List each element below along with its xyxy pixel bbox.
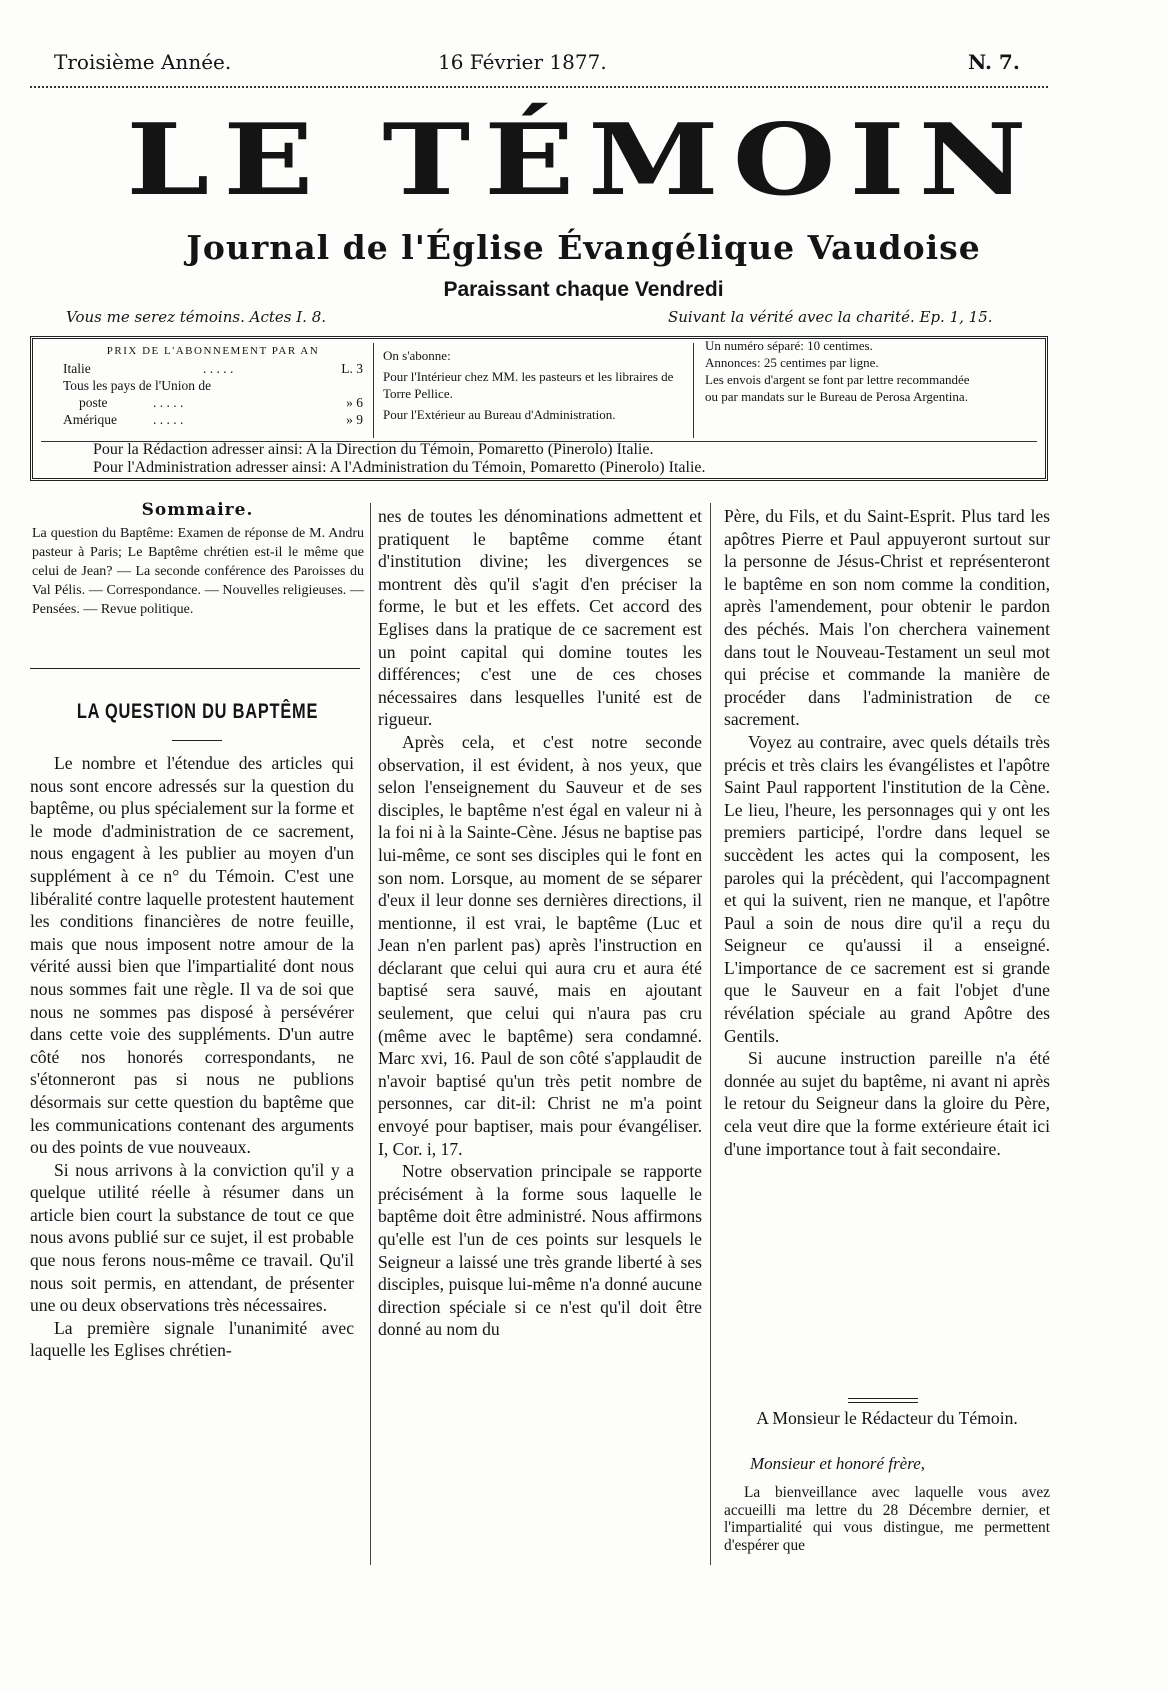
letter-heading: A Monsieur le Rédacteur du Témoin. — [756, 1408, 1018, 1428]
price-italie: L. 3 — [341, 361, 363, 376]
redaction-address: Pour la Rédaction adresser ainsi: A la Direction du Témoin, Pomaretto (Pinerolo) Italie. — [93, 441, 654, 458]
subscribe-column — [383, 347, 683, 423]
dot-leader: . . . . . — [203, 361, 234, 376]
paragraph: La première signale l'unanimité avec laquelle les Eglises chrétien- — [30, 1317, 354, 1361]
paragraph: Si aucune instruction pareille n'a été donnée au sujet du baptême, ni avant ni après le retour du Seigneur dans la gloire du Père, cela veut dire que la forme extérieure était ici d'une importance tout à fait secondaire. — [724, 1048, 1050, 1159]
single-issue-price: Un numéro séparé: 10 centimes. — [705, 338, 873, 353]
summary-title: Sommaire. — [141, 500, 254, 520]
price-union-label: Tous les pays de l'Union de — [63, 378, 212, 393]
paragraph: nes de toutes les dénominations admettent et pratiquent le baptême comme étant d'institution divine; les divergences se montrent dès qu'il s'agit d'en préciser la forme, le but et les effets. Cet accord des Eglises dans la pratique de ce sacrement est un point capital qui domine toutes les différences; c'est une de ces choses nécessaires dans lesquelles l'unité est de rigueur. — [378, 506, 702, 730]
ad-price: Annonces: 25 centimes par ligne. — [705, 355, 879, 370]
issue-date: 16 Février 1877. — [438, 50, 607, 74]
publication-frequency: Paraissant chaque Vendredi — [443, 278, 724, 301]
subscription-box — [30, 336, 1048, 481]
letter-salutation: Monsieur et honoré frère, — [750, 1454, 926, 1473]
motto-left: Vous me serez témoins. Actes I. 8. — [66, 308, 327, 326]
column-1 — [30, 752, 354, 1362]
letter-rule — [848, 1398, 918, 1399]
price-poste: » 6 — [346, 395, 363, 410]
subscribe-title: On s'abonne: — [383, 348, 451, 363]
column-rule — [710, 503, 711, 1565]
issue-number: N. 7. — [968, 50, 1020, 74]
price-amerique: » 9 — [346, 412, 363, 427]
price-italie-label: Italie — [63, 361, 91, 376]
box-divider — [693, 343, 694, 438]
motto-right: Suivant la vérité avec la charité. Ep. 1, 15. — [668, 308, 993, 326]
subscribe-exterior: Pour l'Extérieur au Bureau d'Administration. — [383, 407, 616, 422]
column-3 — [724, 505, 1050, 1160]
price-poste-label: poste — [79, 395, 108, 410]
paragraph: Voyez au contraire, avec quels détails très précis et très clairs les évangélistes et l'apôtre Saint Paul rapportent l'institution de la Cène. Le lieu, l'heure, les personnages qui y ont les premiers participé, l'ordre dans lequel se succèdent les actes qui la composent, les paroles qui la précèdent, qui l'accompagnent et qui la suivent, rien ne manque, et l'apôtre Paul a soin de nous dire qu'il a reçu du Seigneur ce qu'aussi il a enseigné. L'importance de ce sacrement est si grande que le Sauveur en a fait l'objet d'une révélation spéciale au grand Apôtre des Gentils. — [724, 731, 1050, 1046]
paragraph: Père, du Fils, et du Saint-Esprit. Plus tard les apôtres Pierre et Paul appuyeront surtout sur la personne de Jésus-Christ et représenteront le baptême en son nom comme la condition, après l'amendement, pour obtenir le pardon des péchés. Mais l'on cherchera vainement dans tout le Nouveau-Testament un seul mot qui précise et commande la manière de procéder dans l'administration de ce sacrement. — [724, 506, 1050, 730]
letter-body: La bienveillance avec laquelle vous avez accueilli ma lettre du 28 Décembre dernier, et l'impartialité qui vous distingue, me permettent d'espérer que — [724, 1484, 1050, 1554]
dot-leader: . . . . . — [153, 395, 184, 410]
summary-rule — [30, 668, 360, 669]
price-amerique-label: Amérique — [63, 412, 117, 427]
dot-leader: . . . . . — [153, 412, 184, 427]
box-divider — [373, 343, 374, 438]
letter-rule — [848, 1402, 918, 1403]
administration-address: Pour l'Administration adresser ainsi: A l'Administration du Témoin, Pomaretto (Pinerolo) Italie. — [93, 459, 706, 476]
paragraph: Le nombre et l'étendue des articles qui nous sont encore adressés sur la question du baptême, ou plus spécialement sur la forme et le mode d'administration de ce sacrement, nous engagent à les publier au moyen d'un supplément à ce n° du Témoin. C'est une libéralité contre laquelle protestent hautement les conditions financières de notre feuille, mais que nous imposent notre amour de la vérité aussi bien que l'impartialité dont nous nous sommes fait une règle. Il va de soi que nous ne sommes pas disposé à persévérer dans cette voie des suppléments. D'un autre côté nos honorés correspondants, ne s'étonneront pas si nous ne publions désormais sur cette question du baptême que les communications contenant des arguments ou des points de vue nouveaux. — [30, 753, 354, 1158]
price-column — [63, 343, 363, 428]
paragraph: Si nous arrivons à la conviction qu'il y a quelque utilité réelle à résumer dans un article bien court la substance de tout ce que nous avons publié sur ce sujet, il est probable que nous ferons nous-même ce travail. Qu'il nous soit permis, en attendant, de présenter une ou deux observations très nécessaires. — [30, 1159, 354, 1316]
money-orders: Les envois d'argent se font par lettre recommandée ou par mandats sur le Bureau de Perosa Argentina. — [705, 372, 970, 404]
newspaper-title: LE TÉMOIN — [126, 101, 1041, 218]
subscribe-interior: Pour l'Intérieur chez MM. les pasteurs et les libraires de Torre Pellice. — [383, 369, 674, 401]
column-rule — [370, 503, 371, 1565]
paragraph: Après cela, et c'est notre seconde observation, il est évident, à nos yeux, que selon l'enseignement du Sauveur et de ses disciples, le baptême n'est égal en valeur ni à la foi ni à la Sainte-Cène. Jésus ne baptise pas lui-même, ce sont ses disciples qui le font en son nom. Lorsque, au moment de se séparer d'eux il leur donne ses dernières directions, il mentionne, il est vrai, le baptême (Luc et Jean n'en parlent pas) après l'instruction en déclarant que celui qui aura cru et aura été baptisé sera sauvé, mais en ajoutant seulement, que celui qui n'aura pas cru (même avec le baptême) sera condamné. Marc xvi, 16. Paul de son côté s'applaudit de n'avoir baptisé qu'un très petit nombre de personnes, car dit-il: Christ ne m'a point envoyé pour baptiser, mais pour évangéliser. I, Cor. i, 17. — [378, 731, 702, 1159]
notices-column — [705, 337, 980, 405]
paragraph: Notre observation principale se rapporte précisément à la forme sous laquelle le baptême doit être administré. Nous affirmons qu'elle est l'un de ces points sur lesquels le Seigneur a laissé une très grande liberté à ses disciples, puisque lui-même n'a donné aucune direction spéciale si ce n'est qu'il doit être donné au nom du — [378, 1161, 702, 1340]
column-2 — [378, 505, 702, 1341]
article-heading: LA QUESTION DU BAPTÊME — [76, 700, 319, 723]
summary-body: La question du Baptême: Examen de réponse de M. Andru pasteur à Paris; Le Baptême chrétien est-il le même que celui de Jean? — La seconde conférence des Paroisses du Val Pélis. — Correspondance. — Nouvelles religieuses. — Pensées. — Revue politique. — [32, 526, 364, 617]
edition-year: Troisième Année. — [54, 50, 232, 74]
heading-rule — [172, 740, 222, 741]
header-rule — [30, 86, 1048, 92]
newspaper-subtitle: Journal de l'Église Évangélique Vaudoise — [186, 228, 981, 267]
price-title: PRIX DE L'ABONNEMENT PAR AN — [106, 345, 320, 357]
